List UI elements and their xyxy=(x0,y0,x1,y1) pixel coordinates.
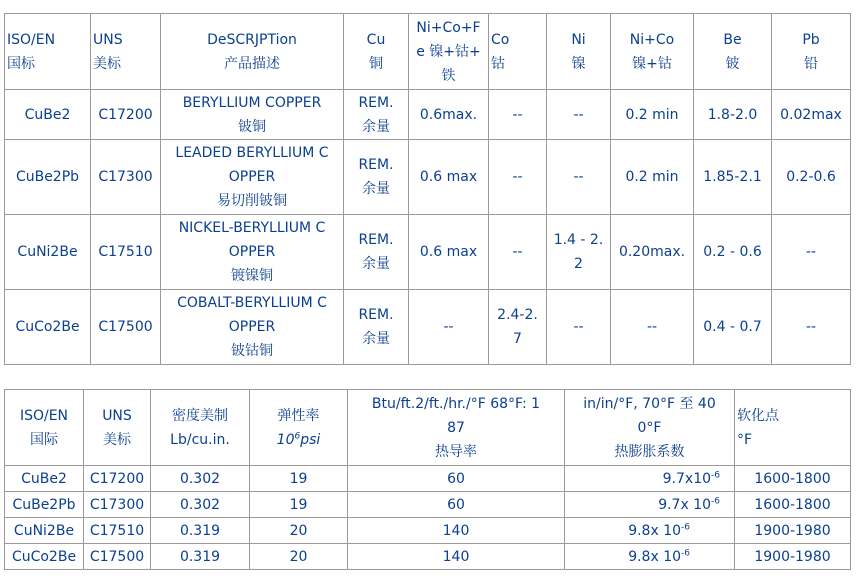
cell-expansion: $9.7x10^{-6}$ xyxy=(565,466,735,492)
cell-ni: -- xyxy=(547,290,611,365)
cell-iso: CuBe2 xyxy=(5,90,91,140)
header-co: Co 钴 xyxy=(489,14,547,90)
header-description: DeSCRJPTion 产品描述 xyxy=(161,14,344,90)
composition-table xyxy=(4,13,851,365)
cell-uns: C17300 xyxy=(91,140,161,215)
cell-cu: REM. 余量 xyxy=(344,140,409,215)
cell-softening: 1600-1800 xyxy=(735,466,851,492)
table-row xyxy=(5,518,851,544)
cell-ni: -- xyxy=(547,90,611,140)
cell-co: 2.4-2. 7 xyxy=(489,290,547,365)
cell-nico: 0.2 min xyxy=(611,90,694,140)
table-row xyxy=(5,140,851,215)
header-uns: UNS 美标 xyxy=(91,14,161,90)
header-be: Be 铍 xyxy=(694,14,772,90)
cell-uns: C17510 xyxy=(84,518,151,544)
cell-be: 0.4 - 0.7 xyxy=(694,290,772,365)
cell-nicofe: -- xyxy=(409,290,489,365)
cell-ni: -- xyxy=(547,140,611,215)
table-row xyxy=(5,466,851,492)
cell-ni: 1.4 - 2. 2 xyxy=(547,215,611,290)
cell-pb: 0.2-0.6 xyxy=(772,140,851,215)
cell-nicofe: 0.6 max xyxy=(409,215,489,290)
composition-header-row xyxy=(5,14,851,90)
cell-pb: -- xyxy=(772,215,851,290)
cell-uns: C17500 xyxy=(84,544,151,570)
cell-co: -- xyxy=(489,90,547,140)
cell-softening: 1900-1980 xyxy=(735,544,851,570)
cell-density: 0.319 xyxy=(151,544,250,570)
cell-description: COBALT-BERYLLIUM C OPPER 铍钴铜 xyxy=(161,290,344,365)
cell-be: 1.85-2.1 xyxy=(694,140,772,215)
cell-nico: -- xyxy=(611,290,694,365)
cell-description: LEADED BERYLLIUM C OPPER 易切削铍铜 xyxy=(161,140,344,215)
cell-expansion: 9.7x $10^{-6}$ xyxy=(565,492,735,518)
header-density: 密度美制 Lb/cu.in. xyxy=(151,390,250,466)
cell-be: 0.2 - 0.6 xyxy=(694,215,772,290)
cell-uns: C17200 xyxy=(84,466,151,492)
cell-co: -- xyxy=(489,215,547,290)
cell-conductivity: 140 xyxy=(348,544,565,570)
cell-uns: C17500 xyxy=(91,290,161,365)
cell-nico: 0.2 min xyxy=(611,140,694,215)
properties-header-row xyxy=(5,390,851,466)
cell-density: 0.319 xyxy=(151,518,250,544)
cell-be: 1.8-2.0 xyxy=(694,90,772,140)
cell-softening: 1900-1980 xyxy=(735,518,851,544)
cell-iso: CuNi2Be xyxy=(5,215,91,290)
cell-iso: CuBe2Pb xyxy=(5,140,91,215)
header-uns: UNS 美标 xyxy=(84,390,151,466)
header-pb: Pb 铅 xyxy=(772,14,851,90)
cell-pb: -- xyxy=(772,290,851,365)
cell-elastic: 19 xyxy=(250,492,348,518)
cell-co: -- xyxy=(489,140,547,215)
cell-cu: REM. 余量 xyxy=(344,290,409,365)
cell-elastic: 19 xyxy=(250,466,348,492)
table-row xyxy=(5,90,851,140)
cell-density: 0.302 xyxy=(151,492,250,518)
header-nicofe: Ni+Co+F e 镍+钴+ 铁 xyxy=(409,14,489,90)
table-row xyxy=(5,290,851,365)
cell-conductivity: 60 xyxy=(348,492,565,518)
cell-uns: C17200 xyxy=(91,90,161,140)
cell-density: 0.302 xyxy=(151,466,250,492)
table-row xyxy=(5,492,851,518)
cell-iso: CuNi2Be xyxy=(5,518,84,544)
table-row xyxy=(5,544,851,570)
header-nico: Ni+Co 镍+钴 xyxy=(611,14,694,90)
cell-description: NICKEL-BERYLLIUM C OPPER 镀镍铜 xyxy=(161,215,344,290)
header-thermal-conductivity: Btu/ft.2/ft./hr./°F 68°F: 1 87 热导率 xyxy=(348,390,565,466)
table-row xyxy=(5,215,851,290)
header-iso: ISO/EN 国标 xyxy=(5,14,91,90)
cell-elastic: 20 xyxy=(250,518,348,544)
cell-nicofe: 0.6max. xyxy=(409,90,489,140)
header-elastic-modulus: 弹性率 $10^6psi$ xyxy=(250,390,348,466)
header-ni: Ni 镍 xyxy=(547,14,611,90)
cell-elastic: 20 xyxy=(250,544,348,570)
header-thermal-expansion: in/in/°F, 70°F 至 40 0°F 热膨胀系数 xyxy=(565,390,735,466)
cell-conductivity: 60 xyxy=(348,466,565,492)
cell-cu: REM. 余量 xyxy=(344,90,409,140)
cell-expansion: 9.8x $10^{-6}$ xyxy=(565,518,735,544)
cell-iso: CuBe2 xyxy=(5,466,84,492)
cell-cu: REM. 余量 xyxy=(344,215,409,290)
cell-nicofe: 0.6 max xyxy=(409,140,489,215)
header-cu: Cu 铜 xyxy=(344,14,409,90)
cell-iso: CuBe2Pb xyxy=(5,492,84,518)
cell-description: BERYLLIUM COPPER 铍铜 xyxy=(161,90,344,140)
header-iso: ISO/EN 国际 xyxy=(5,390,84,466)
cell-iso: CuCo2Be xyxy=(5,544,84,570)
cell-iso: CuCo2Be xyxy=(5,290,91,365)
header-softening-point: 软化点 °F xyxy=(735,390,851,466)
cell-expansion: 9.8x $10^{-6}$ xyxy=(565,544,735,570)
cell-uns: C17300 xyxy=(84,492,151,518)
properties-table xyxy=(4,389,851,570)
cell-uns: C17510 xyxy=(91,215,161,290)
cell-softening: 1600-1800 xyxy=(735,492,851,518)
cell-pb: 0.02max xyxy=(772,90,851,140)
cell-conductivity: 140 xyxy=(348,518,565,544)
cell-nico: 0.20max. xyxy=(611,215,694,290)
